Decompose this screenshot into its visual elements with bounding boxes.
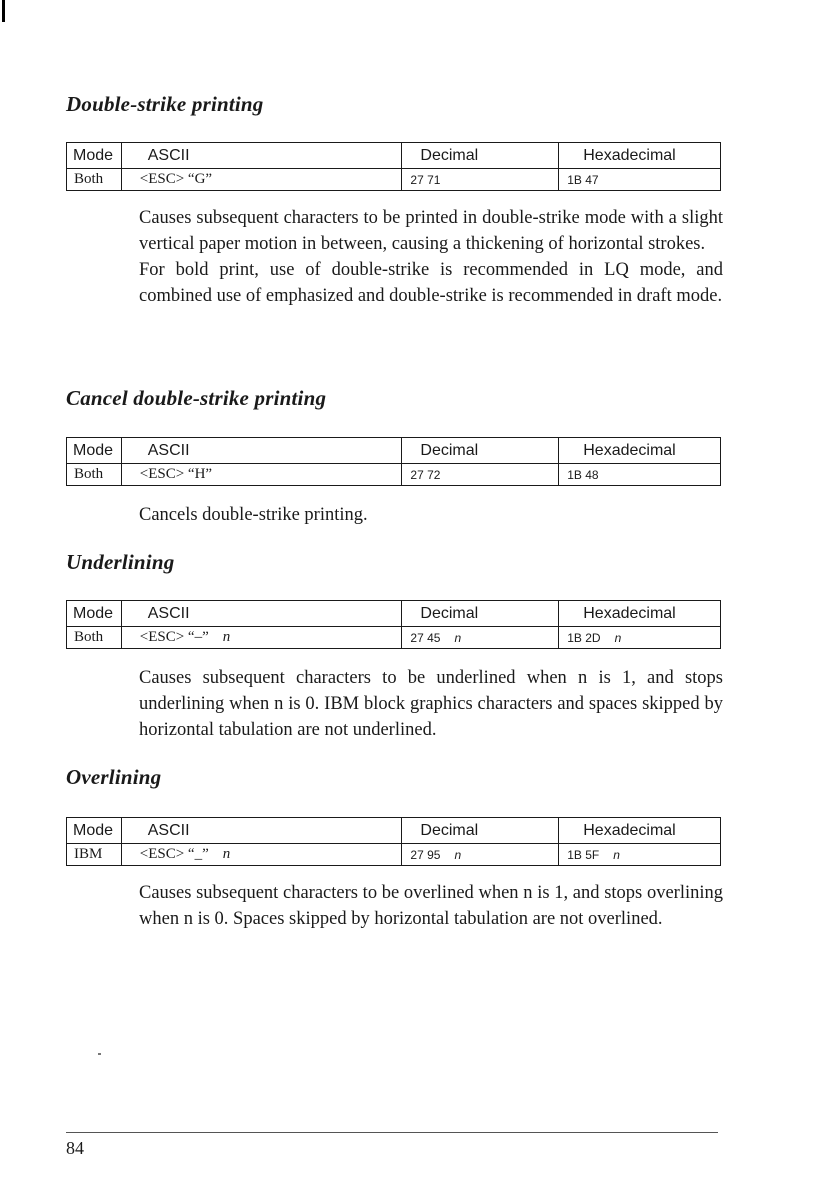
scan-speck xyxy=(98,1053,101,1055)
cell-hex xyxy=(559,464,721,486)
command-table xyxy=(66,600,721,649)
header-hex: Hexadecimal xyxy=(559,438,721,464)
decimal-param: n xyxy=(454,847,462,862)
table-header-row xyxy=(67,143,721,169)
section-double-strike xyxy=(66,92,726,187)
header-mode: Mode xyxy=(67,601,122,627)
ascii-code: <ESC> “_” xyxy=(139,846,209,862)
table-header-row xyxy=(67,818,721,844)
cell-mode: Both xyxy=(67,627,122,649)
cell-ascii xyxy=(121,844,402,866)
cell-decimal xyxy=(402,627,559,649)
cell-hex xyxy=(559,627,721,649)
cell-mode: Both xyxy=(67,169,122,191)
section-cancel-double-strike xyxy=(66,386,726,482)
hex-code: 1B 2D xyxy=(567,630,601,645)
decimal-code: 27 95 xyxy=(410,847,441,862)
header-ascii: ASCII xyxy=(121,143,402,169)
section-title: Overlining xyxy=(66,765,162,789)
header-mode: Mode xyxy=(67,438,122,464)
hex-param: n xyxy=(613,847,620,862)
header-decimal: Decimal xyxy=(402,601,559,627)
table-row xyxy=(67,844,721,866)
table-row xyxy=(67,464,721,486)
ascii-param: n xyxy=(222,846,231,862)
section-description xyxy=(139,502,723,528)
ascii-param: n xyxy=(222,629,231,645)
section-underlining xyxy=(66,550,726,645)
hex-code: 1B 48 xyxy=(567,467,599,482)
ascii-code: <ESC> “G” xyxy=(139,171,213,187)
scan-edge-mark xyxy=(2,0,5,22)
cell-ascii xyxy=(121,464,402,486)
cell-ascii xyxy=(121,627,402,649)
section-title: Cancel double-strike printing xyxy=(66,386,327,410)
header-mode: Mode xyxy=(67,143,122,169)
header-decimal: Decimal xyxy=(402,143,559,169)
decimal-code: 27 72 xyxy=(410,467,441,482)
table-header-row xyxy=(67,438,721,464)
hex-code: 1B 47 xyxy=(567,172,599,187)
paragraph: For bold print, use of double-strike is recommended in LQ mode, and combined use of emphasized and double-strike is recommended in draft mode. xyxy=(139,260,723,306)
header-ascii: ASCII xyxy=(121,818,402,844)
section-title: Double-strike printing xyxy=(66,92,264,116)
header-decimal: Decimal xyxy=(402,438,559,464)
section-overlining xyxy=(66,765,726,862)
cell-mode: Both xyxy=(67,464,122,486)
table-row xyxy=(67,627,721,649)
table-header-row xyxy=(67,601,721,627)
section-title: Underlining xyxy=(66,550,175,574)
hex-code: 1B 5F xyxy=(567,847,600,862)
section-description xyxy=(139,665,723,743)
command-table xyxy=(66,437,721,486)
paragraph: Cancels double-strike printing. xyxy=(139,505,368,525)
header-hex: Hexadecimal xyxy=(559,818,721,844)
decimal-param: n xyxy=(454,630,462,645)
cell-hex xyxy=(559,169,721,191)
paragraph: Causes subsequent characters to be underlined when n is 1, and stops underlining when n is 0. IBM block graphics characters and spaces skipped by horizontal tabulation are not underlined. xyxy=(139,668,723,740)
header-mode: Mode xyxy=(67,818,122,844)
paragraph: Causes subsequent characters to be printed in double-strike mode with a slight vertical paper motion in between, causing a thickening of horizontal strokes. xyxy=(139,208,723,254)
ascii-code: <ESC> “–” xyxy=(139,629,209,645)
cell-ascii xyxy=(121,169,402,191)
cell-decimal xyxy=(402,464,559,486)
ascii-code: <ESC> “H” xyxy=(139,466,213,482)
decimal-code: 27 45 xyxy=(410,630,441,645)
header-hex: Hexadecimal xyxy=(559,143,721,169)
cell-decimal xyxy=(402,844,559,866)
section-description xyxy=(139,205,723,309)
header-ascii: ASCII xyxy=(121,438,402,464)
footer-rule xyxy=(66,1132,718,1133)
page-number: 84 xyxy=(66,1138,84,1158)
cell-hex xyxy=(559,844,721,866)
header-ascii: ASCII xyxy=(121,601,402,627)
table-row xyxy=(67,169,721,191)
paragraph: Causes subsequent characters to be overlined when n is 1, and stops overlining when n is 0. Spaces skipped by horizontal tabulation are not overlined. xyxy=(139,883,723,929)
hex-param: n xyxy=(614,630,622,645)
command-table xyxy=(66,817,721,866)
header-decimal: Decimal xyxy=(402,818,559,844)
command-table xyxy=(66,142,721,191)
cell-decimal xyxy=(402,169,559,191)
header-hex: Hexadecimal xyxy=(559,601,721,627)
decimal-code: 27 71 xyxy=(410,172,441,187)
cell-mode: IBM xyxy=(67,844,122,866)
section-description xyxy=(139,880,723,932)
